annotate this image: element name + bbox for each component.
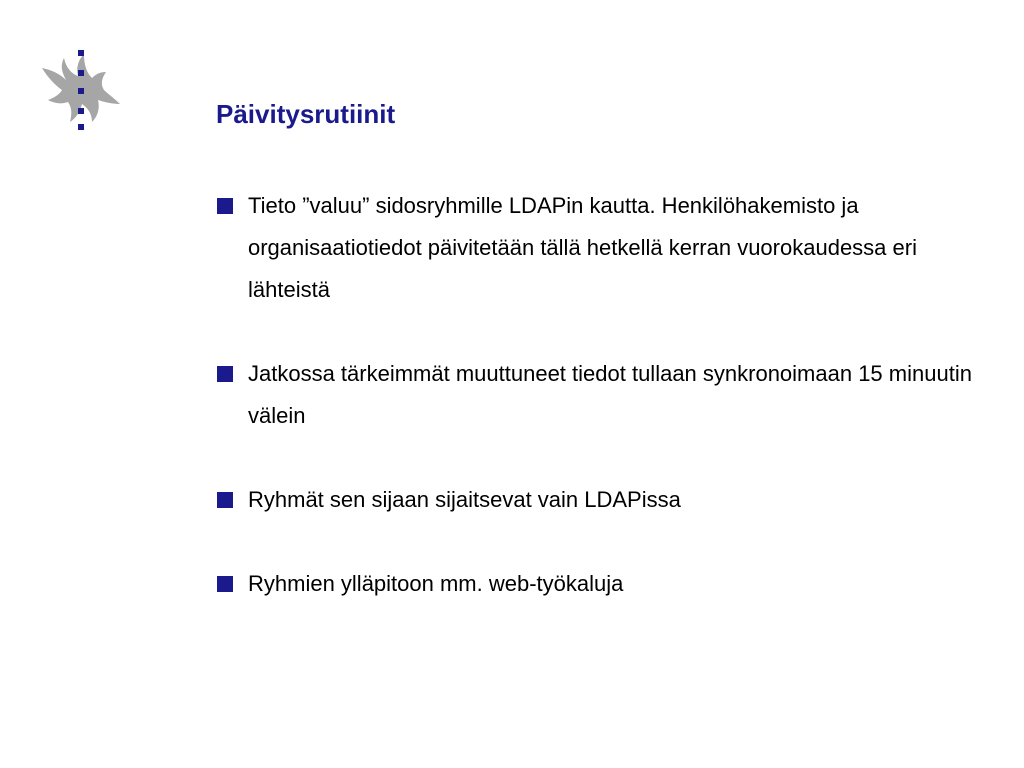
square-bullet-icon: [217, 492, 233, 508]
logo-dot-2: [78, 70, 84, 76]
square-bullet-icon: [217, 198, 233, 214]
bullet-item-ldap-flow: [216, 185, 976, 311]
bullet-text: Tieto ”valuu” sidosryhmille LDAPin kautta. Henkilöhakemisto ja organisaatiotiedot päivitetään tällä hetkellä kerran vuorokaudessa eri lähteistä: [248, 193, 917, 302]
bullet-item-groups-in-ldap: [216, 479, 976, 521]
square-bullet-icon: [217, 576, 233, 592]
bullet-text: Ryhmät sen sijaan sijaitsevat vain LDAPissa: [248, 487, 681, 512]
slide-title: Päivitysrutiinit: [216, 99, 396, 129]
bullet-text: Jatkossa tärkeimmät muuttuneet tiedot tullaan synkronoimaan 15 minuutin välein: [248, 361, 972, 428]
logo-dot-3: [78, 88, 84, 94]
bullet-list: [216, 185, 976, 605]
square-bullet-icon: [217, 366, 233, 382]
bullet-item-sync-interval: [216, 353, 976, 437]
bullet-text: Ryhmien ylläpitoon mm. web-työkaluja: [248, 571, 624, 596]
logo-dot-4: [78, 108, 84, 114]
university-of-helsinki-flame-logo-icon: [34, 46, 126, 138]
bullet-item-web-tools: [216, 563, 976, 605]
logo-dot-5: [78, 124, 84, 130]
logo-dot-1: [78, 50, 84, 56]
